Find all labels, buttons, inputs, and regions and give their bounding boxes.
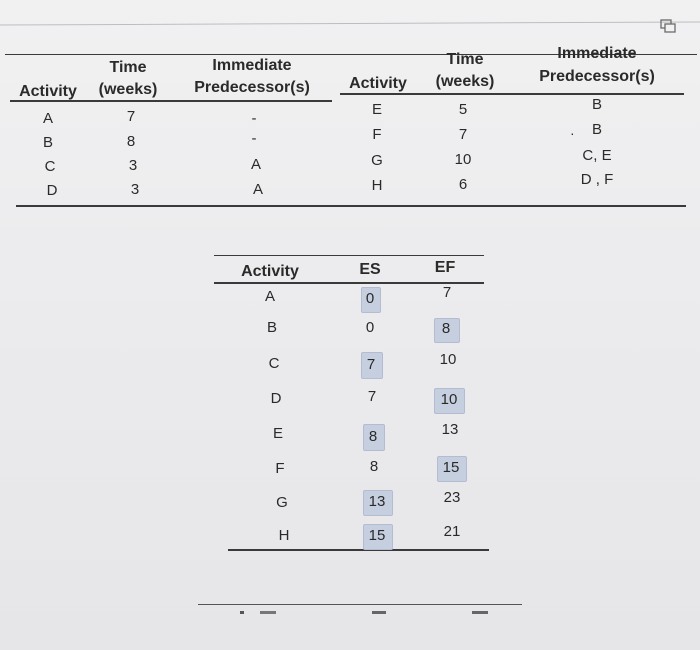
left-row-pred: A [252, 181, 264, 198]
copy-icon[interactable] [660, 19, 676, 33]
right-row-pred: C, E [582, 147, 612, 164]
left-row-pred: - [251, 130, 257, 147]
right-row-time: 10 [454, 151, 472, 168]
right-row-time: 7 [458, 126, 468, 143]
ef-value: 10 [439, 351, 457, 368]
es-ef-row-activity: C [268, 355, 280, 372]
left-row-activity: B [42, 134, 54, 151]
es-ef-row-activity: B [266, 319, 278, 336]
cropped-text-fragment [240, 611, 244, 614]
left-row-activity: C [44, 158, 56, 175]
page-edge-line [0, 21, 700, 25]
left-row-activity: D [46, 182, 58, 199]
es-value: 13 [368, 493, 386, 510]
right-row-activity: G [371, 152, 383, 169]
right-pred-header-line1: Immediate [557, 45, 637, 62]
right-row-time: 5 [458, 101, 468, 118]
left-row-time: 7 [126, 108, 136, 125]
es-ef-bottom-rule [228, 549, 489, 551]
left-row-pred: A [250, 156, 262, 173]
right-pred-header-line2: Predecessor(s) [539, 68, 655, 85]
left-pred-header-line2: Predecessor(s) [194, 79, 310, 96]
es-header: ES [359, 261, 381, 278]
right-row-activity: H [371, 177, 383, 194]
right-row-pred: B [591, 96, 603, 113]
es-ef-activity-header: Activity [241, 263, 299, 280]
ef-value: 15 [442, 459, 460, 476]
top-table-header-rule-right [340, 93, 684, 95]
ef-value: 8 [441, 320, 451, 337]
es-value: 15 [368, 527, 386, 544]
es-value: 7 [366, 356, 376, 373]
es-ef-row-activity: E [272, 425, 284, 442]
stray-dot: · [570, 125, 575, 141]
left-row-activity: A [42, 110, 54, 127]
es-ef-row-activity: H [278, 527, 290, 544]
left-activity-header: Activity [19, 83, 77, 100]
left-row-time: 3 [130, 181, 140, 198]
es-value: 7 [367, 388, 377, 405]
right-row-activity: E [371, 101, 383, 118]
left-row-time: 8 [126, 133, 136, 150]
right-activity-header: Activity [349, 75, 407, 92]
left-time-header-line1: Time [109, 59, 147, 76]
right-row-activity: F [372, 126, 382, 143]
left-row-pred: - [251, 110, 257, 127]
es-ef-row-activity: G [276, 494, 288, 511]
es-value: 0 [365, 290, 375, 307]
es-value: 0 [365, 319, 375, 336]
right-row-time: 6 [458, 176, 468, 193]
cropped-text-fragment [472, 611, 488, 614]
left-time-header-line2: (weeks) [98, 81, 158, 98]
ef-value: 21 [443, 523, 461, 540]
next-table-top-rule [198, 604, 522, 605]
es-value: 8 [369, 458, 379, 475]
ef-value: 13 [441, 421, 459, 438]
cropped-text-fragment [372, 611, 386, 614]
es-value: 8 [368, 428, 378, 445]
ef-value: 7 [442, 284, 452, 301]
es-ef-row-activity: D [270, 390, 282, 407]
right-row-pred: D , F [580, 171, 614, 188]
cropped-text-fragment [260, 611, 276, 614]
es-ef-row-activity: A [264, 288, 276, 305]
ef-header: EF [434, 259, 456, 276]
es-ef-row-activity: F [275, 460, 285, 477]
left-pred-header-line1: Immediate [212, 57, 292, 74]
ef-value: 23 [443, 489, 461, 506]
ef-value: 10 [440, 391, 458, 408]
es-ef-top-rule [214, 255, 484, 256]
left-row-time: 3 [128, 157, 138, 174]
right-time-header-line2: (weeks) [435, 73, 495, 90]
top-table-bottom-rule [16, 205, 686, 207]
right-time-header-line1: Time [446, 51, 484, 68]
right-row-pred: B [591, 121, 603, 138]
